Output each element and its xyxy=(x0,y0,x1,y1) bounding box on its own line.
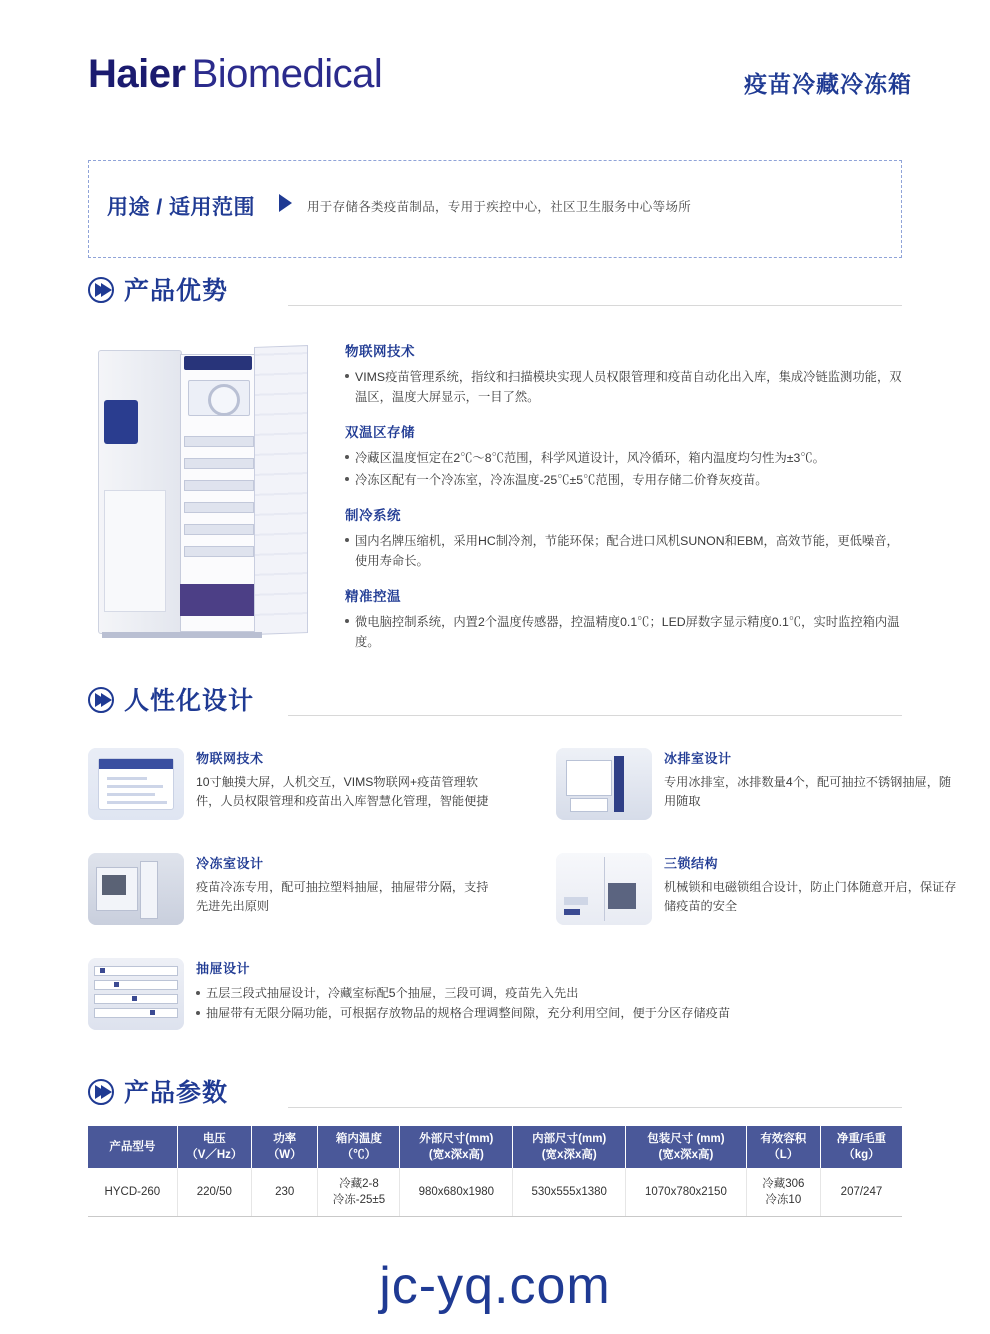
cell-power: 230 xyxy=(251,1168,318,1217)
advantage-text: 冷冻区配有一个冷冻室，冷冻温度-25℃±5℃范围，专用存储二价脊灰疫苗。 xyxy=(355,473,768,487)
lock-detail xyxy=(564,897,588,905)
column-header-weight xyxy=(820,1126,902,1168)
door-edge xyxy=(614,756,624,812)
column-header-temperature xyxy=(318,1126,400,1168)
screen-line xyxy=(107,793,155,796)
advantage-item xyxy=(345,585,905,652)
shelf xyxy=(184,502,254,513)
feature-body xyxy=(196,748,492,811)
column-header-volume xyxy=(746,1126,820,1168)
divider xyxy=(288,715,902,716)
freezer-compartment xyxy=(180,584,256,616)
feature-thumbnail xyxy=(88,853,184,925)
cell-line-2: 冷冻-25±5 xyxy=(332,1194,386,1206)
cell-temperature xyxy=(318,1168,400,1217)
usage-label: 用途 / 适用范围 xyxy=(107,196,256,219)
vial-marker xyxy=(100,968,105,973)
brand-name-sub: Biomedical xyxy=(191,52,383,96)
advantage-title: 制冷系统 xyxy=(345,508,401,523)
double-chevron-icon xyxy=(88,1079,114,1105)
screen-header-bar xyxy=(99,759,173,769)
display-bar xyxy=(184,356,252,370)
table-row xyxy=(88,1168,902,1217)
feature-bullet-text: 五层三段式抽屉设计，冷藏室标配5个抽屉，三段可调，疫苗先入先出 xyxy=(206,986,579,1000)
feature-bullet xyxy=(196,1003,908,1023)
shelf xyxy=(184,480,254,491)
advantage-text: 微电脑控制系统，内置2个温度传感器，控温精度0.1℃；LED屏数字显示精度0.1℃，实时监控箱内温度。 xyxy=(355,615,900,649)
bullet-icon xyxy=(196,1011,200,1015)
column-header-power xyxy=(251,1126,318,1168)
advantage-item xyxy=(345,340,905,407)
advantage-text: VIMS疫苗管理系统，指纹和扫描模块实现人员权限管理和疫苗自动化出入库，集成冷链监测功能，双温区，温度大屏显示，一目了然。 xyxy=(355,370,902,404)
header-line-1: 内部尺寸(mm) xyxy=(532,1133,607,1145)
header-line-2: （W） xyxy=(267,1149,302,1161)
cell-weight: 207/247 xyxy=(820,1168,902,1217)
feature-title: 冰排室设计 xyxy=(664,751,732,766)
feature-text: 机械锁和电磁锁组合设计，防止门体随意开启，保证存储疫苗的安全 xyxy=(664,880,957,913)
base-legs xyxy=(102,632,262,638)
product-photo xyxy=(88,340,313,645)
freezer-room-illustration xyxy=(88,853,184,925)
divider xyxy=(288,1107,902,1108)
double-chevron-icon xyxy=(88,687,114,713)
advantage-text: 国内名牌压缩机，采用HC制冷剂，节能环保；配合进口风机SUNON和EBM，高效节能，更低噪音，使用寿命长。 xyxy=(355,534,899,568)
fan-icon xyxy=(208,384,240,416)
advantage-title: 精准控温 xyxy=(345,589,401,604)
advantage-item xyxy=(345,504,905,571)
triple-lock-illustration xyxy=(556,853,652,925)
header-line-2: （℃） xyxy=(341,1149,377,1161)
advantage-item xyxy=(345,421,905,490)
usage-scope-box xyxy=(88,160,902,258)
drawer-row xyxy=(94,966,178,976)
header-line-1: 电压 xyxy=(202,1133,226,1145)
column-header-outer-dimensions xyxy=(400,1126,513,1168)
feature-text: 10寸触摸大屏，人机交互，VIMS物联网+疫苗管理软件，人员权限管理和疫苗出入库智慧化管理，智能便捷 xyxy=(196,775,489,808)
header-line-2: （L） xyxy=(768,1149,799,1161)
vial-marker xyxy=(150,1010,155,1015)
brand-logo xyxy=(88,52,382,97)
arrow-right-icon xyxy=(279,194,292,212)
shelf xyxy=(184,458,254,469)
cell-outer-dimensions: 980x680x1980 xyxy=(400,1168,513,1217)
cell-package-dimensions: 1070x780x2150 xyxy=(626,1168,747,1217)
lower-panel xyxy=(104,490,166,612)
feature-title: 三锁结构 xyxy=(664,856,719,871)
section-heading-parameters xyxy=(88,1077,902,1117)
cell-model: HYCD-260 xyxy=(88,1168,177,1217)
screen-line xyxy=(107,777,147,780)
header-line-1: 外部尺寸(mm) xyxy=(419,1133,494,1145)
header-line-1: 包装尺寸 (mm) xyxy=(647,1133,725,1145)
watermark: jc-yq.com xyxy=(379,1257,611,1315)
feature-thumbnail xyxy=(556,853,652,925)
feature-bullet-text: 抽屉带有无限分隔功能，可根据存放物品的规格合理调整间隙，充分利用空间，便于分区存储疫苗 xyxy=(206,1006,731,1020)
lock-indicator xyxy=(564,909,580,915)
drawer-design-illustration xyxy=(88,958,184,1030)
feature-text: 专用冰排室，冰排数量4个，配可抽拉不锈钢抽屉，随用随取 xyxy=(664,775,952,808)
freezer-door xyxy=(140,861,158,919)
vial-marker xyxy=(114,982,119,987)
table-header-row xyxy=(88,1126,902,1168)
usage-text: 用于存储各类疫苗制品，专用于疾控中心，社区卫生服务中心等场所 xyxy=(307,200,692,214)
double-chevron-icon xyxy=(88,277,114,303)
feature-title: 物联网技术 xyxy=(196,751,264,766)
feature-body xyxy=(664,853,960,916)
vial-marker xyxy=(132,996,137,1001)
cell-inner-dimensions: 530x555x1380 xyxy=(513,1168,626,1217)
section-title-advantage: 产品优势 xyxy=(124,277,229,305)
lock-block xyxy=(608,883,636,909)
header-line-2: (宽x深x高) xyxy=(541,1149,597,1161)
drawer-row xyxy=(94,980,178,990)
header-line-2: （kg） xyxy=(843,1149,880,1161)
header-line-1: 箱内温度 xyxy=(335,1133,382,1145)
door-seam xyxy=(604,857,605,921)
divider xyxy=(288,305,902,306)
advantage-line xyxy=(345,470,905,490)
header-line-2: （V／Hz） xyxy=(186,1149,243,1161)
advantage-line xyxy=(345,367,905,407)
feature-body xyxy=(664,748,960,811)
refrigerator-illustration xyxy=(88,340,313,645)
header-line-2: (宽x深x高) xyxy=(658,1149,714,1161)
feature-body xyxy=(196,853,492,916)
header-line-1: 产品型号 xyxy=(109,1141,156,1153)
header-line-1: 有效容积 xyxy=(760,1133,807,1145)
bullet-icon xyxy=(345,538,349,542)
feature-thumbnail xyxy=(88,958,184,1030)
advantage-list xyxy=(345,340,905,666)
page-header xyxy=(88,52,912,112)
bullet-icon xyxy=(345,374,349,378)
freezer-opening xyxy=(102,875,126,895)
feature-title: 冷冻室设计 xyxy=(196,856,264,871)
shelf xyxy=(184,524,254,535)
feature-body xyxy=(196,958,908,1023)
section-title-parameters: 产品参数 xyxy=(124,1079,229,1107)
section-heading-humanized xyxy=(88,685,902,725)
advantage-line xyxy=(345,531,905,571)
column-header-voltage xyxy=(177,1126,251,1168)
advantage-text: 冷藏区温度恒定在2℃～8℃范围，科学风道设计，风冷循环，箱内温度均匀性为±3℃。 xyxy=(355,451,825,465)
bullet-icon xyxy=(345,619,349,623)
page-title: 疫苗冷藏冷冻箱 xyxy=(744,71,912,97)
feature-title: 抽屉设计 xyxy=(196,961,251,976)
drawer-row xyxy=(94,1008,178,1018)
section-title-humanized: 人性化设计 xyxy=(124,687,255,715)
advantage-line xyxy=(345,448,905,468)
screen xyxy=(98,758,174,810)
control-panel xyxy=(104,400,138,444)
cell-line-2: 冷冻10 xyxy=(765,1194,802,1206)
cell-volume xyxy=(746,1168,820,1217)
parameters-table xyxy=(88,1126,902,1217)
column-header-model xyxy=(88,1126,177,1168)
header-line-1: 净重/毛重 xyxy=(836,1133,887,1145)
feature-thumbnail xyxy=(556,748,652,820)
touchscreen-illustration xyxy=(88,748,184,820)
shelf xyxy=(184,436,254,447)
feature-thumbnail xyxy=(88,748,184,820)
header-line-2: (宽x深x高) xyxy=(428,1149,484,1161)
cell-line-1: 冷藏306 xyxy=(762,1178,805,1190)
advantage-line xyxy=(345,612,905,652)
cell-line-1: 冷藏2-8 xyxy=(339,1178,379,1190)
brand-name-main: Haier xyxy=(88,52,186,96)
tray xyxy=(566,760,612,796)
open-door xyxy=(254,345,308,635)
bullet-icon xyxy=(196,991,200,995)
column-header-inner-dimensions xyxy=(513,1126,626,1168)
screen-line xyxy=(107,785,163,788)
tray xyxy=(570,798,608,812)
screen-line xyxy=(107,801,167,804)
section-heading-advantage xyxy=(88,275,902,315)
feature-bullet xyxy=(196,983,908,1003)
ice-pack-room-illustration xyxy=(556,748,652,820)
advantage-title: 双温区存储 xyxy=(345,425,415,440)
feature-text: 疫苗冷冻专用，配可抽拉塑料抽屉，抽屉带分隔，支持先进先出原则 xyxy=(196,880,489,913)
cell-voltage: 220/50 xyxy=(177,1168,251,1217)
bullet-icon xyxy=(345,455,349,459)
advantage-title: 物联网技术 xyxy=(345,344,415,359)
bullet-icon xyxy=(345,477,349,481)
header-line-1: 功率 xyxy=(273,1133,297,1145)
column-header-package-dimensions xyxy=(626,1126,747,1168)
shelf xyxy=(184,546,254,557)
